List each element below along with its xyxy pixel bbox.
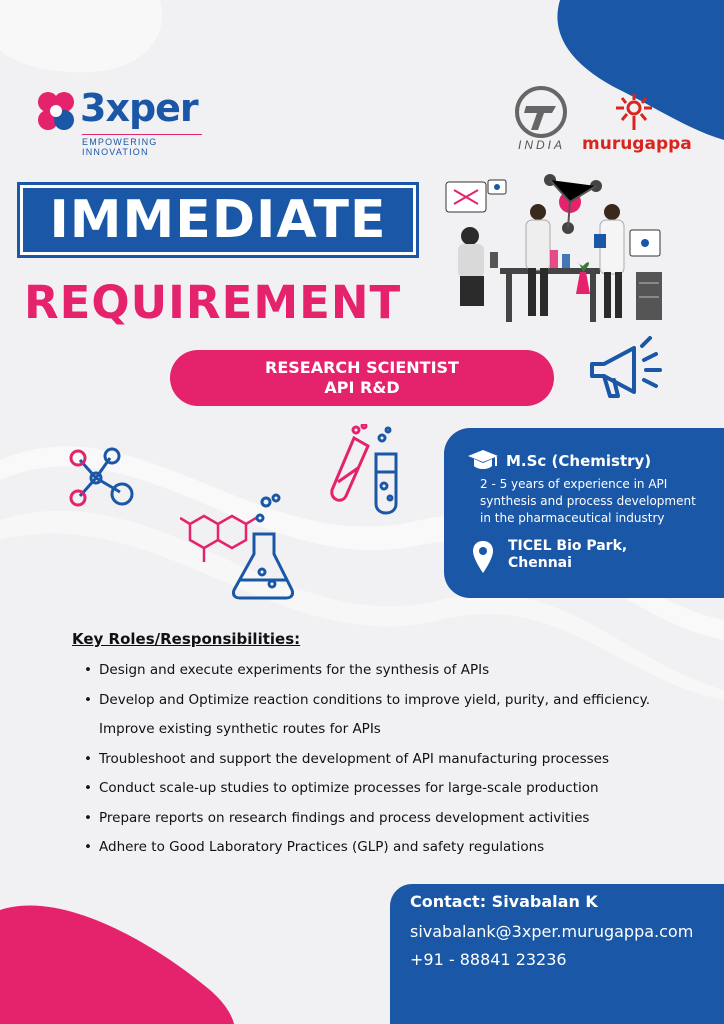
list-item: • Develop and Optimize reaction conditions to improve yield, purity, and efficiency.	[84, 690, 684, 720]
position-department: API R&D	[324, 378, 400, 397]
ti-india-logo	[514, 86, 576, 152]
cross-logo-icon	[36, 88, 80, 136]
responsibilities-heading: Key Roles/Responsibilities:	[72, 630, 301, 648]
lab-scientists-illustration	[440, 172, 672, 324]
murugappa-logo	[582, 92, 692, 158]
molecule-icon	[66, 446, 138, 510]
graduation-cap-icon	[466, 448, 500, 472]
list-item: • Conduct scale-up studies to optimize processes for large-scale production	[84, 778, 684, 808]
list-item: • Prepare reports on research findings and process development activities	[84, 808, 684, 838]
location-line1: TICEL Bio Park,	[508, 538, 628, 554]
test-tube-icon	[324, 424, 428, 520]
contact-panel	[390, 884, 724, 1024]
brand-logo	[36, 86, 206, 157]
brand-tagline: EMPOWERING INNOVATION	[82, 134, 202, 157]
brand-name: 3xper	[80, 86, 198, 130]
hexagon-molecule-icon	[180, 490, 298, 600]
megaphone-icon	[584, 334, 674, 404]
experience-text: 2 - 5 years of experience in API synthesis and process development in the pharmaceutical industry	[480, 477, 696, 525]
headline-requirement: REQUIREMENT	[24, 276, 402, 329]
contact-email[interactable]: sivabalank@3xper.murugappa.com	[410, 922, 694, 941]
contact-name: Contact: Sivabalan K	[410, 892, 598, 911]
murugappa-emblem-icon	[612, 92, 656, 132]
position-pill	[170, 350, 554, 406]
murugappa-label: murugappa	[582, 134, 692, 154]
responsibilities-list	[84, 660, 684, 867]
qualification: M.Sc (Chemistry)	[506, 452, 652, 470]
list-item: • Design and execute experiments for the synthesis of APIs	[84, 660, 684, 690]
corner-blob-pink	[0, 905, 234, 1024]
headline-box	[20, 185, 416, 255]
position-title: RESEARCH SCIENTIST	[265, 358, 459, 377]
requirements-panel	[444, 428, 724, 598]
list-item: Improve existing synthetic routes for APIs	[99, 721, 381, 737]
contact-phone[interactable]: +91 - 88841 23236	[410, 950, 567, 969]
list-item: • Adhere to Good Laboratory Practices (GLP) and safety regulations	[84, 837, 684, 867]
location-pin-icon	[472, 540, 494, 574]
location-line2: Chennai	[508, 555, 572, 571]
location	[508, 538, 627, 572]
headline-immediate: IMMEDIATE	[49, 190, 387, 250]
ti-india-label: INDIA	[518, 138, 566, 152]
list-item: • Troubleshoot and support the development of API manufacturing processes	[84, 749, 684, 779]
ti-emblem-icon	[514, 86, 568, 138]
